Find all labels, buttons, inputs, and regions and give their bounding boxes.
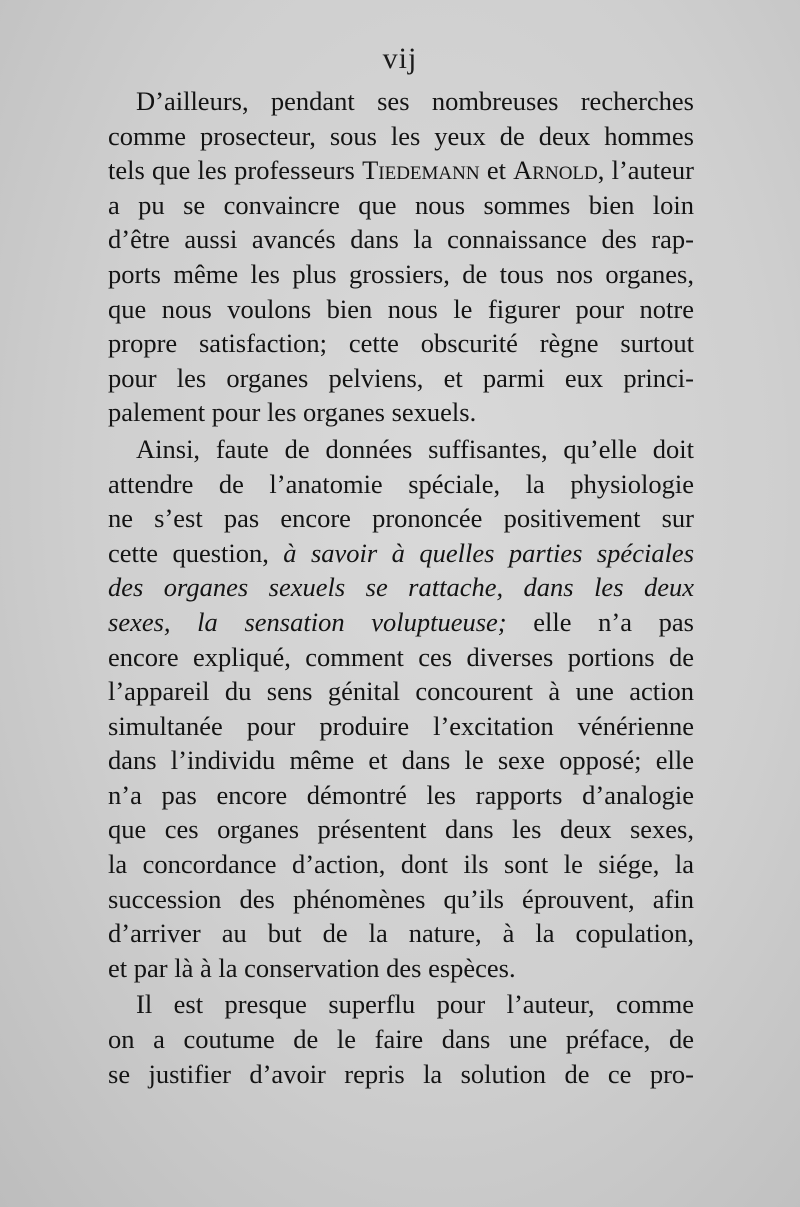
text-line-segment: elle n’a pas — [506, 606, 694, 637]
text-line-segment: cette question, — [108, 537, 284, 568]
name-tiedemann: Tiedemann — [362, 155, 480, 186]
text-line-segment: et — [479, 155, 514, 186]
text-line — [108, 605, 694, 640]
text-line: dans l’individu même et dans le sexe opposé; elle — [108, 745, 694, 776]
text-line: D’ailleurs, pendant ses nombreuses recherches — [136, 86, 694, 116]
text-line: se justifier d’avoir repris la solution de ce pro- — [108, 1058, 694, 1089]
paragraph-1 — [108, 84, 694, 430]
text-line: d’être aussi avancés dans la connaissance des rap- — [108, 224, 694, 255]
italic-phrase: sexes, la sensation voluptueuse; — [108, 606, 507, 637]
page-body — [108, 84, 694, 1091]
text-line: la concordance d’action, dont ils sont le siége, la — [108, 849, 694, 880]
text-line: palement pour les organes sexuels. — [108, 397, 477, 428]
text-line: que nous voulons bien nous le figurer pour notre — [108, 293, 694, 324]
text-line: encore expliqué, comment ces diverses portions de — [108, 641, 694, 672]
text-line: ports même les plus grossiers, de tous nos organes, — [108, 258, 694, 289]
paragraph-3 — [108, 987, 694, 1091]
text-line: comme prosecteur, sous les yeux de deux hommes — [108, 120, 694, 151]
text-line: pour les organes pelviens, et parmi eux princi- — [108, 362, 694, 393]
text-line: Il est presque superflu pour l’auteur, comme — [136, 989, 694, 1020]
text-line: ne s’est pas encore prononcée positivement sur — [108, 503, 694, 534]
text-line — [108, 536, 694, 571]
text-line: des organes sexuels se rattache, dans les deux — [108, 572, 694, 603]
italic-phrase: à savoir à quelles parties spéciales — [283, 537, 695, 568]
text-line — [108, 153, 694, 188]
text-line: on a coutume de le faire dans une préface, de — [108, 1024, 694, 1055]
paragraph-2 — [108, 432, 694, 986]
text-line: attendre de l’anatomie spéciale, la physiologie — [108, 468, 694, 499]
text-line: succession des phénomènes qu’ils éprouvent, afin — [108, 883, 694, 914]
text-line: et par là à la conservation des espèces. — [108, 952, 516, 983]
text-line: d’arriver au but de la nature, à la copulation, — [108, 918, 694, 949]
text-line: Ainsi, faute de données suffisantes, qu’elle doit — [136, 433, 694, 464]
page-number: vij — [382, 42, 418, 75]
name-arnold: Arnold — [513, 155, 598, 186]
text-line: propre satisfaction; cette obscurité règne surtout — [108, 328, 694, 359]
text-line: l’appareil du sens génital concourent à une action — [108, 676, 694, 707]
text-line: que ces organes présentent dans les deux sexes, — [108, 814, 694, 845]
text-line: simultanée pour produire l’excitation vénérienne — [108, 710, 694, 741]
text-line: a pu se convaincre que nous sommes bien loin — [108, 189, 694, 220]
text-line: n’a pas encore démontré les rapports d’analogie — [108, 779, 694, 810]
text-line-segment: , l’auteur — [597, 155, 695, 186]
text-line-segment: tels que les professeurs — [108, 155, 363, 186]
